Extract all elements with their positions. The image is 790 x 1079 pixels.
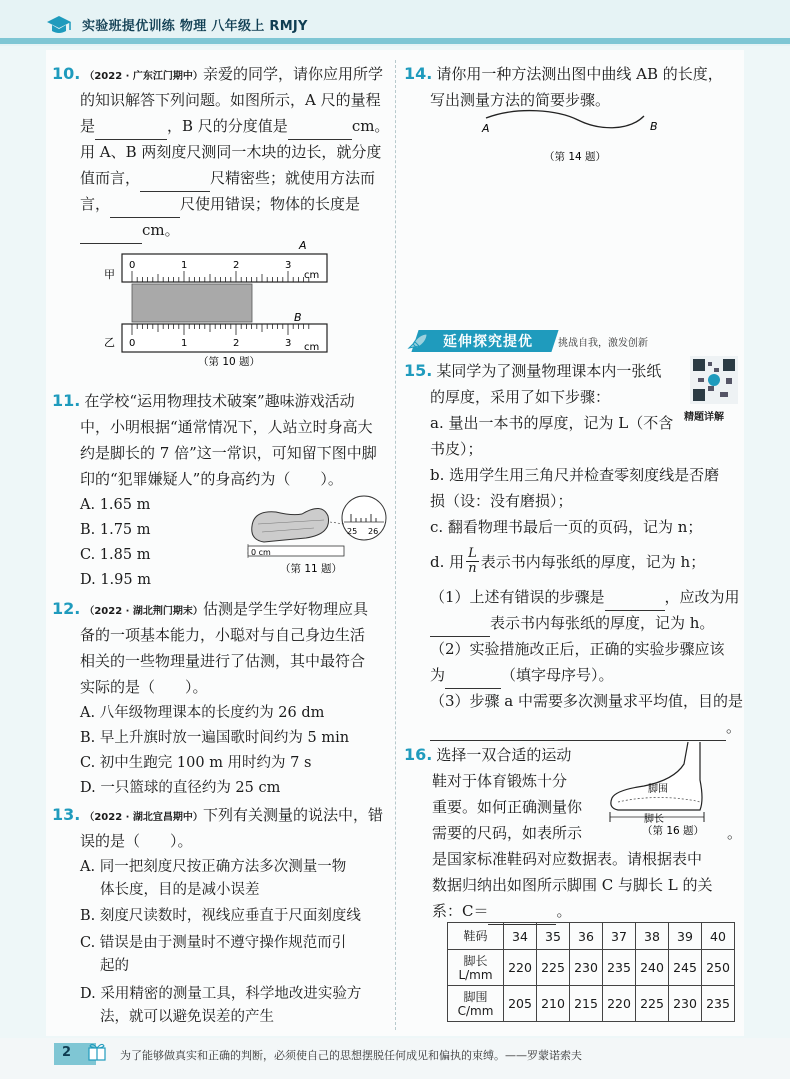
question-11: 11. 在学校“运用物理技术破案”趣味游戏活动 bbox=[52, 391, 355, 410]
option-c[interactable]: C. 初中生跑完 100 m 用时约为 7 s bbox=[80, 755, 312, 771]
option-c-cont: 起的 bbox=[100, 958, 129, 974]
q12-line: 相关的一些物理量进行了估测，其中最符合 bbox=[80, 652, 366, 670]
question-source: （2022 · 湖北宜昌期中） bbox=[84, 812, 203, 823]
option-b[interactable]: B. 刻度尺读数时，视线应垂直于尺面刻度线 bbox=[80, 908, 361, 924]
question-15: 15. 某同学为了测量物理课本内一张纸 bbox=[404, 361, 662, 380]
option-a[interactable]: A. 1.65 m bbox=[80, 497, 151, 513]
figure-caption: （第 16 题） bbox=[642, 825, 705, 836]
answer-blank[interactable] bbox=[445, 662, 501, 689]
ruler-tick-label: 3 bbox=[285, 338, 292, 349]
question-number: 12. bbox=[52, 599, 81, 618]
ruler-a-label: A bbox=[299, 239, 307, 252]
figure-caption: （第 14 题） bbox=[544, 151, 607, 163]
table-cell: 215 bbox=[570, 986, 603, 1022]
row-label: 脚围 C/mm bbox=[448, 986, 504, 1022]
q15-sub-1: （1）上述有错误的步骤是 ，应改为用 bbox=[430, 584, 740, 611]
table-cell: 40 bbox=[702, 923, 735, 950]
ruler-tick-label: 0 bbox=[129, 338, 136, 349]
option-b[interactable]: B. 1.75 m bbox=[80, 522, 151, 538]
curve-label-b: B bbox=[650, 120, 658, 133]
option-a-cont: 体长度，目的是减小误差 bbox=[100, 882, 260, 898]
q16-line: 系：C＝ 。 bbox=[432, 898, 572, 925]
book-title: 实验班提优训练 物理 八年级上 RMJY bbox=[82, 19, 308, 34]
q15-line: 的厚度，采用了如下步骤： bbox=[430, 388, 611, 406]
answer-blank[interactable] bbox=[140, 165, 210, 192]
option-c[interactable]: C. 1.85 m bbox=[80, 547, 151, 563]
q16-line: 鞋对于体育锻炼十分 bbox=[432, 772, 568, 790]
gift-box-icon bbox=[86, 1040, 108, 1062]
option-b[interactable]: B. 早上升旗时放一遍国歌时间约为 5 min bbox=[80, 730, 350, 746]
zoom-tick: 26 bbox=[368, 527, 379, 536]
option-c[interactable]: C. 错误是由于测量时不遵守操作规范而引 bbox=[80, 935, 347, 951]
answer-blank[interactable] bbox=[110, 191, 180, 218]
table-cell: 37 bbox=[603, 923, 636, 950]
question-number: 15. bbox=[404, 361, 433, 380]
q10-line: 是 ，B 尺的分度值是 cm。 bbox=[80, 113, 389, 140]
question-12: 12. （2022 · 湖北荆门期末）估测是学生学好物理应具 bbox=[52, 599, 368, 618]
q16-line: 重要。如何正确测量你 bbox=[432, 798, 583, 816]
table-cell: 240 bbox=[636, 950, 669, 986]
footer-quote: 为了能够做真实和正确的判断，必须使自己的思想摆脱任何成见和偏执的束缚。——罗蒙诺索夫 bbox=[120, 1049, 582, 1062]
option-d[interactable]: D. 一只篮球的直径约为 25 cm bbox=[80, 780, 281, 796]
banner-subtitle: 挑战自我，激发创新 bbox=[558, 338, 648, 349]
option-d[interactable]: D. 1.95 m bbox=[80, 572, 151, 588]
figure-10-rulers bbox=[104, 238, 344, 366]
q11-line: 中，小明根据“通常情况下，人站立时身高大 bbox=[80, 418, 373, 436]
graduation-cap-icon bbox=[46, 14, 72, 36]
answer-blank[interactable] bbox=[430, 610, 490, 637]
ruler-b-label: B bbox=[294, 311, 302, 324]
header-rule bbox=[0, 38, 790, 44]
row-label: 脚长 L/mm bbox=[448, 950, 504, 986]
ruler-tick-label: 2 bbox=[233, 338, 240, 349]
q15-sub-2-cont: 为 （填字母序号）。 bbox=[430, 662, 614, 689]
question-13: 13. （2022 · 湖北宜昌期中）下列有关测量的说法中，错 bbox=[52, 805, 383, 824]
shoe-size-table bbox=[447, 922, 735, 1022]
curve-label-a: A bbox=[482, 122, 490, 135]
table-cell: 205 bbox=[504, 986, 537, 1022]
wooden-block bbox=[132, 284, 252, 322]
q15-step-d: d. 用 L n 表示书内每张纸的厚度，记为 h； bbox=[430, 546, 706, 576]
q10-line: 值而言， 尺精密些；就使用方法而 bbox=[80, 165, 375, 192]
answer-blank[interactable] bbox=[95, 113, 167, 140]
option-d[interactable]: D. 采用精密的测量工具，科学地改进实验方 bbox=[80, 986, 362, 1002]
ruler-zero: 0 cm bbox=[251, 548, 271, 557]
q15-step-a: a. 量出一本书的厚度，记为 L（不含 bbox=[430, 414, 674, 432]
ruler-tick-label: 0 bbox=[129, 260, 136, 271]
q15-sub-1-cont: 表示书内每张纸的厚度，记为 h。 bbox=[430, 610, 714, 637]
answer-blank[interactable] bbox=[605, 584, 665, 611]
q16-line: 数据归纳出如图所示脚围 C 与脚长 L 的关 bbox=[432, 876, 713, 894]
answer-blank[interactable] bbox=[430, 714, 726, 741]
q15-step-b-cont: 损（设：没有磨损）； bbox=[430, 492, 573, 510]
rocket-icon bbox=[407, 332, 429, 350]
fraction-l-over-n: L n bbox=[468, 546, 477, 576]
q12-line: 备的一项基本能力，小聪对与自己身边生活 bbox=[80, 626, 366, 644]
ruler-tick-label: 1 bbox=[181, 260, 188, 271]
option-d-cont: 法，就可以避免误差的产生 bbox=[100, 1009, 274, 1025]
option-a[interactable]: A. 同一把刻度尺按正确方法多次测量一物 bbox=[80, 859, 347, 875]
table-cell: 39 bbox=[669, 923, 702, 950]
ruler-tick-label: 2 bbox=[233, 260, 240, 271]
column-divider bbox=[395, 60, 396, 1030]
table-cell: 225 bbox=[636, 986, 669, 1022]
girth-label: 脚围 bbox=[648, 784, 668, 795]
q11-line: 印的“犯罪嫌疑人”的身高约为（ ）。 bbox=[80, 470, 343, 488]
zoom-tick: 25 bbox=[347, 527, 358, 536]
footprint-shape bbox=[252, 508, 329, 542]
table-cell: 38 bbox=[636, 923, 669, 950]
table-row bbox=[448, 950, 735, 986]
banner-title: 延伸探究提优 bbox=[443, 334, 533, 350]
ruler-tick-label: 1 bbox=[181, 338, 188, 349]
table-cell: 225 bbox=[537, 950, 570, 986]
qr-code[interactable] bbox=[690, 356, 738, 404]
question-number: 16. bbox=[404, 745, 433, 764]
question-14: 14. 请你用一种方法测出图中曲线 AB 的长度， bbox=[404, 64, 723, 83]
q10-line: cm。 bbox=[80, 217, 180, 244]
ruler-tick-label: 3 bbox=[285, 260, 292, 271]
q15-sub-2: （2）实验措施改正后，正确的实验步骤应该 bbox=[430, 640, 725, 658]
q10-line: 的知识解答下列问题。如图所示，A 尺的量程 bbox=[80, 91, 381, 109]
question-number: 14. bbox=[404, 64, 433, 83]
q15-sub-3: （3）步骤 a 中需要多次测量求平均值，目的是 bbox=[430, 692, 744, 710]
table-cell: 36 bbox=[570, 923, 603, 950]
q10-line: 言， 尺使用错误；物体的长度是 bbox=[80, 191, 360, 218]
table-cell: 35 bbox=[537, 923, 570, 950]
q14-line: 写出测量方法的简要步骤。 bbox=[430, 91, 611, 109]
question-number: 11. bbox=[52, 391, 81, 410]
table-cell: 230 bbox=[669, 986, 702, 1022]
qr-label: 精题详解 bbox=[684, 412, 724, 423]
q15-sub-3-cont: 。 bbox=[430, 714, 741, 741]
q11-line: 约是脚长的 7 倍”这一常识，可知留下图中脚 bbox=[80, 444, 377, 462]
length-label: 脚长 bbox=[644, 814, 664, 825]
table-row bbox=[448, 923, 735, 950]
table-cell: 235 bbox=[603, 950, 636, 986]
table-cell: 220 bbox=[504, 950, 537, 986]
curve-ab bbox=[486, 111, 644, 128]
table-row bbox=[448, 986, 735, 1022]
foot-outline bbox=[611, 742, 702, 810]
ruler-b-side-label: 乙 bbox=[104, 336, 115, 349]
question-number: 13. bbox=[52, 805, 81, 824]
figure-16-foot bbox=[604, 740, 740, 836]
q10-line: 用 A、B 两刻度尺测同一木块的边长，就分度 bbox=[80, 143, 382, 161]
table-cell: 250 bbox=[702, 950, 735, 986]
q15-step-c: c. 翻看物理书最后一页的页码，记为 n； bbox=[430, 518, 703, 536]
q15-step-b: b. 选用学生用三角尺并检查零刻度线是否磨 bbox=[430, 466, 720, 484]
ruler-a-unit: cm bbox=[304, 270, 320, 281]
q16-line: 是国家标准鞋码对应数据表。请根据表中 bbox=[432, 850, 703, 868]
figure-caption: （第 11 题） bbox=[280, 563, 343, 575]
q16-line-end: 。 bbox=[727, 824, 743, 842]
question-source: （2022 · 湖北荆门期末） bbox=[84, 606, 203, 617]
figure-caption: （第 10 题） bbox=[198, 356, 261, 366]
row-label: 鞋码 bbox=[448, 923, 504, 950]
table-cell: 245 bbox=[669, 950, 702, 986]
table-cell: 235 bbox=[702, 986, 735, 1022]
question-16: 16. 选择一双合适的运动 bbox=[404, 745, 572, 764]
q15-step-a-cont: 书皮）； bbox=[430, 440, 483, 458]
question-number: 10. bbox=[52, 64, 81, 83]
figure-14-curve bbox=[478, 106, 668, 166]
q16-line: 需要的尺码，如表所示 bbox=[432, 824, 583, 842]
question-10: 10. （2022 · 广东江门期中）亲爱的同学，请你应用所学 bbox=[52, 64, 383, 83]
table-cell: 210 bbox=[537, 986, 570, 1022]
table-cell: 220 bbox=[603, 986, 636, 1022]
figure-11-footprint bbox=[244, 494, 390, 578]
answer-blank[interactable] bbox=[288, 113, 352, 140]
ruler-b-unit: cm bbox=[304, 342, 320, 353]
ruler-a-side-label: 甲 bbox=[104, 268, 115, 281]
table-cell: 230 bbox=[570, 950, 603, 986]
table-cell: 34 bbox=[504, 923, 537, 950]
q12-line: 实际的是（ ）。 bbox=[80, 678, 208, 696]
answer-blank[interactable] bbox=[488, 898, 556, 925]
question-source: （2022 · 广东江门期中） bbox=[84, 71, 203, 82]
page-number: 2 bbox=[62, 1045, 72, 1060]
option-a[interactable]: A. 八年级物理课本的长度约为 26 dm bbox=[80, 705, 325, 721]
q13-line: 误的是（ ）。 bbox=[80, 832, 193, 850]
